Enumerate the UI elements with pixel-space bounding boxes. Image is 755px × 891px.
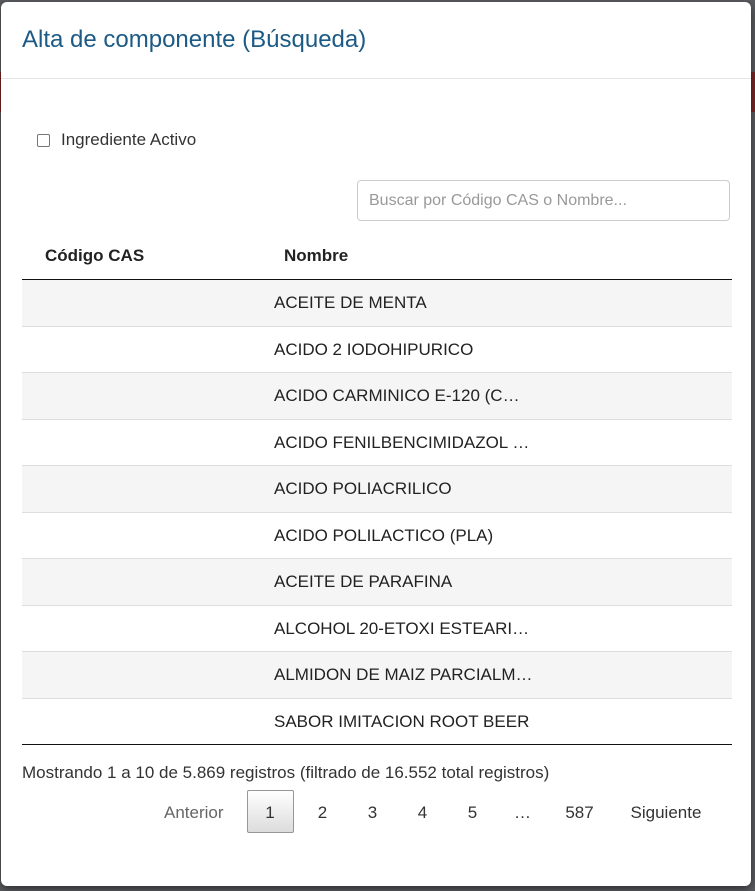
cell-nombre: ACEITE DE PARAFINA [274, 572, 453, 591]
table-row[interactable] [22, 420, 732, 467]
pagination-page-587[interactable]: 587 [565, 803, 594, 822]
cell-nombre: ACIDO CARMINICO E-120 (C… [274, 386, 520, 405]
table-row[interactable] [22, 652, 732, 699]
pagination-previous-button[interactable]: Anterior [164, 803, 224, 822]
cell-nombre: ALCOHOL 20-ETOXI ESTEARI… [274, 618, 530, 638]
cell-nombre: ACIDO FENILBENCIMIDAZOL … [274, 432, 530, 452]
cell-nombre: ACIDO POLILACTICO (PLA) [274, 525, 494, 545]
table-row[interactable] [22, 466, 732, 513]
pagination-page-3[interactable]: 3 [367, 803, 378, 822]
search-input[interactable] [357, 180, 730, 221]
table-row[interactable] [22, 280, 732, 327]
table-row[interactable] [22, 373, 732, 420]
table-row[interactable] [22, 606, 732, 653]
component-search-modal [1, 2, 751, 886]
ingrediente-activo-filter[interactable] [37, 130, 196, 150]
components-table [22, 232, 732, 745]
modal-header [1, 2, 751, 79]
table-info-text: Mostrando 1 a 10 de 5.869 registros (filtrado de 16.552 total registros) [22, 763, 550, 782]
pagination [145, 789, 702, 834]
cell-nombre: ACIDO 2 IODOHIPURICO [274, 339, 474, 359]
column-header-nombre[interactable]: Nombre [284, 246, 349, 265]
cell-nombre: ALMIDON DE MAIZ PARCIALM… [274, 665, 533, 684]
pagination-page-1[interactable]: 1 [247, 790, 294, 833]
pagination-page-2[interactable]: 2 [317, 803, 328, 822]
cell-nombre: SABOR IMITACION ROOT BEER [274, 711, 530, 731]
pagination-page-4[interactable]: 4 [417, 803, 428, 822]
pagination-next-button[interactable]: Siguiente [630, 803, 702, 822]
table-row[interactable] [22, 327, 732, 374]
table-row[interactable] [22, 559, 732, 606]
modal-title: Alta de componente (Búsqueda) [22, 26, 367, 53]
table-row[interactable] [22, 699, 732, 746]
column-header-cas[interactable]: Código CAS [45, 246, 145, 265]
pagination-ellipsis: … [514, 803, 532, 822]
ingrediente-activo-label: Ingrediente Activo [61, 130, 197, 149]
ingrediente-activo-checkbox[interactable] [37, 134, 50, 147]
table-row[interactable] [22, 513, 732, 560]
cell-nombre: ACIDO POLIACRILICO [274, 479, 452, 498]
table-body [22, 280, 732, 745]
pagination-page-5[interactable]: 5 [467, 803, 478, 822]
cell-nombre: ACEITE DE MENTA [274, 293, 427, 312]
table-header [22, 232, 732, 280]
